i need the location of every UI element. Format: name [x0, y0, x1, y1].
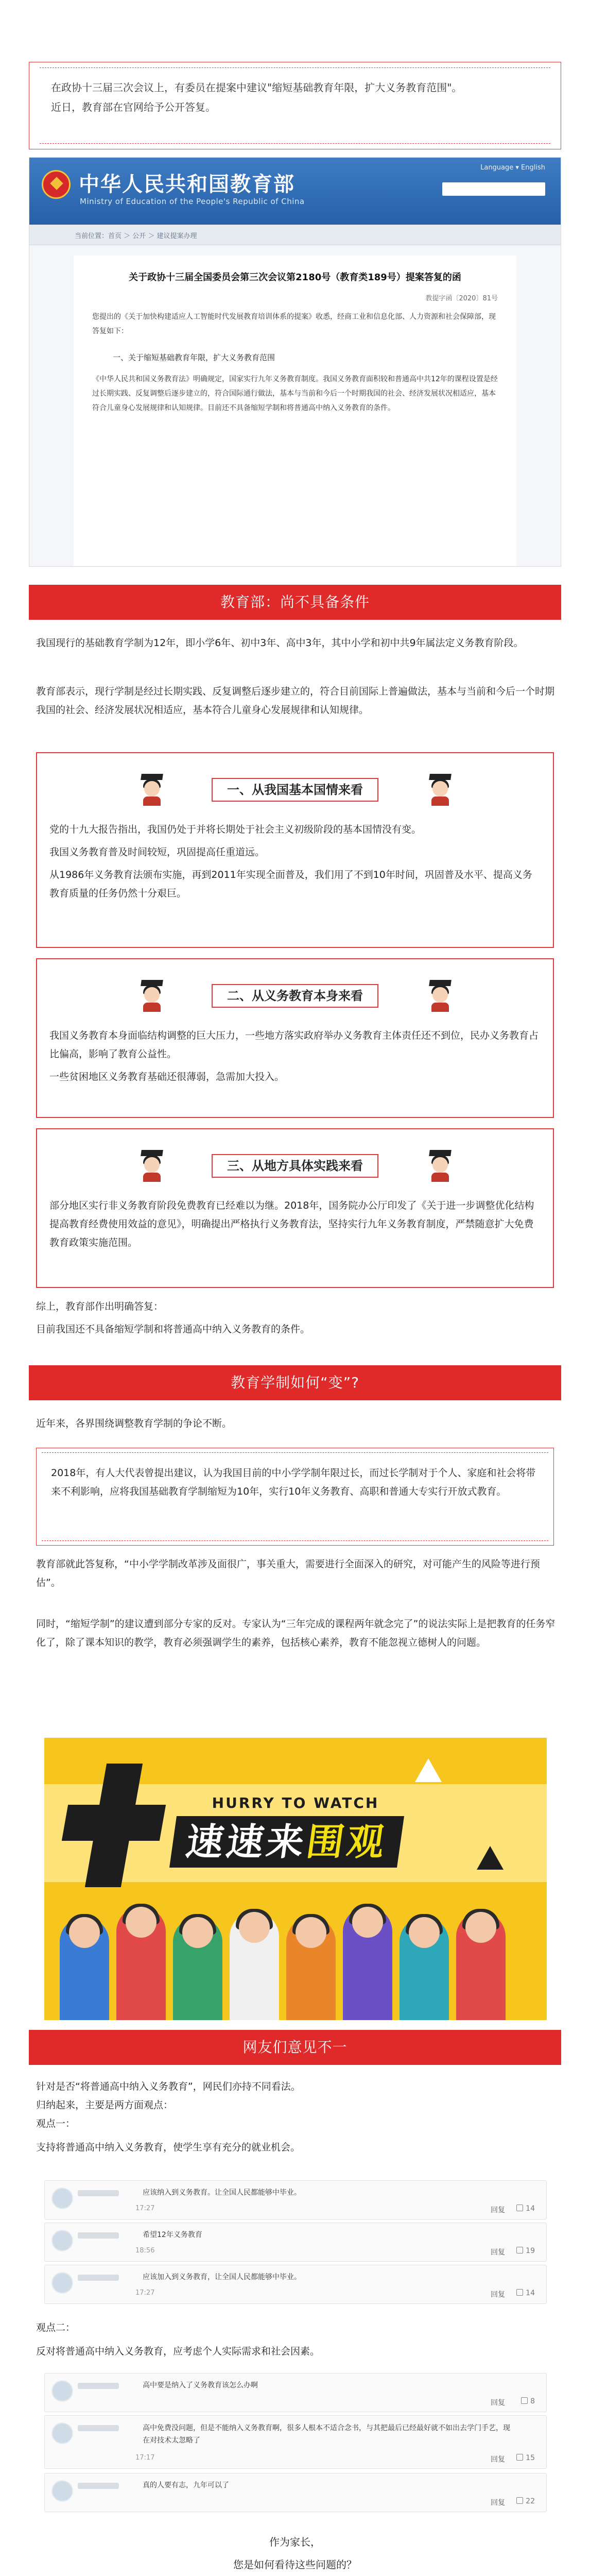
student-girl-icon	[140, 1150, 164, 1182]
hurry-to-watch-banner-image	[44, 1738, 547, 2020]
section-banner: 教育部：尚不具备条件	[29, 585, 561, 620]
person-illustration	[173, 1917, 222, 2020]
paragraph: 我国现行的基础教育学制为12年，即小学6年、初中3年、高中3年，其中小学和初中共9年属法定义务教育阶段。	[36, 637, 524, 649]
promo-title	[169, 1816, 404, 1868]
section-box-text	[49, 1196, 541, 1252]
like-count: 14	[526, 2205, 535, 2213]
comment-text: 高中免费没问题，但是不能纳入义务教育啊，很多人根本不适合念书，与其把最后已经最好就不如出去学门手艺，现在对技术太忽略了	[143, 2424, 510, 2445]
username-blurred	[78, 2275, 119, 2281]
doc-paragraph: 《中华人民共和国义务教育法》明确规定，国家实行九年义务教育制度。我国义务教育面积较和普通高中共12年的课程设置是经过长期实践、反复调整后逐步建立的，符合国际通行做法，基本与当前和今后一个时期我国的社会、经济发展状况相适应，基本符合儿童身心发展规律和认知规律。目前还不具备缩短学制和将普通高中纳入义务教育的条件。	[92, 375, 498, 412]
reply-button[interactable]: 回复	[491, 2499, 505, 2507]
doc-number: 教提字函〔2020〕81号	[425, 295, 498, 302]
thumbs-up-icon	[516, 2289, 523, 2296]
viewpoint-label: 观点一：	[36, 2118, 76, 2129]
intro-box	[29, 62, 561, 149]
avatar	[52, 2481, 73, 2501]
paragraph: 从1986年义务教育法颁布实施，再到2011年实现全面普及，我们用了不到10年时间，巩固普及水平、提高义务教育质量的任务仍然十分艰巨。	[49, 869, 532, 899]
section-box-label: 三、从地方具体实践来看	[212, 1154, 378, 1178]
section-box-label: 二、从义务教育本身来看	[212, 984, 378, 1008]
comment-card	[44, 2373, 547, 2412]
student-girl-icon	[140, 774, 164, 806]
person-illustration	[116, 1907, 166, 2020]
triangle-decoration	[477, 1846, 504, 1870]
paragraph: 部分地区实行非义务教育阶段免费教育已经难以为继。2018年，国务院办公厅印发了《关于进一步调整优化结构提高教育经费使用效益的意见》，明确提出严格执行义务教育法，坚持实行九年义务教育制度，严禁随意扩大免费教育政策实施范围。	[49, 1200, 534, 1248]
national-emblem-icon	[42, 170, 71, 199]
intro-line: 近日，教育部在官网给予公开答复。	[51, 101, 216, 113]
doc-paragraph: 您提出的《关于加快构建适应人工智能时代发展教育培训体系的提案》收悉，经商工业和信息化部、人力资源和社会保障部，现答复如下：	[92, 313, 496, 335]
closing-line: 您是如何看待这些问题的？	[233, 2558, 357, 2571]
hurry-to-watch-text: HURRY TO WATCH	[212, 1794, 379, 1811]
comment-card	[44, 2180, 547, 2219]
doc-heading: 关于政协十三届全国委员会第三次会议第2180号（教育类189号）提案答复的函	[129, 272, 461, 283]
doc-site-title: 中华人民共和国教育部	[79, 172, 295, 196]
section-banner: 教育学制如何“变”?	[29, 1365, 561, 1400]
paragraph: 综上，教育部作出明确答复：	[36, 1301, 164, 1312]
like-count: 22	[526, 2497, 535, 2505]
like-count: 19	[526, 2247, 535, 2255]
paragraph: 我国义务教育普及时间较短，巩固提高任重道远。	[49, 846, 265, 858]
avatar	[52, 2273, 73, 2293]
conclusion	[36, 1297, 556, 1338]
username-blurred	[78, 2190, 119, 2196]
section-text	[36, 1414, 556, 1433]
section-box-text	[49, 820, 541, 903]
like-button[interactable]	[516, 2497, 535, 2505]
thumbs-up-icon	[516, 2205, 523, 2211]
intro-line: 在政协十三届三次会议上，有委员在提案中建议"缩短基础教育年限，扩大义务教育范围"。	[51, 81, 462, 94]
username-blurred	[78, 2232, 119, 2239]
section-text	[36, 2077, 556, 2157]
person-illustration	[343, 1907, 392, 2020]
comment-text: 应该纳入到义务教育。让全国人民都能够中毕业。	[143, 2189, 301, 2197]
comment-card	[44, 2223, 547, 2262]
like-count: 14	[526, 2289, 535, 2297]
section-box-header	[37, 980, 553, 1011]
paragraph: 目前我国还不具备缩短学制和将普通高中纳入义务教育的条件。	[36, 1324, 310, 1335]
promo-title-part: 速速来	[183, 1820, 310, 1863]
comment-card	[44, 2415, 547, 2469]
section-box-local-practice	[36, 1128, 554, 1288]
doc-search-box	[442, 182, 545, 196]
student-girl-icon	[140, 980, 164, 1012]
paragraph: 教育部就此答复称，“中小学学制改革涉及面很广，事关重大，需要进行全面深入的研究，对可能产生的风险等进行预估”。	[36, 1558, 540, 1588]
username-blurred	[78, 2425, 119, 2431]
section-banner: 网友们意见不一	[29, 2030, 561, 2065]
comment-time: 17:27	[135, 2205, 155, 2212]
thumbs-up-icon	[516, 2454, 523, 2461]
comment-text: 应该加入到义务教育，让全国人民都能够中毕业。	[143, 2273, 301, 2281]
paragraph: 一些贫困地区义务教育基础还很薄弱，急需加大投入。	[49, 1071, 285, 1082]
section-box-label: 一、从我国基本国情来看	[212, 778, 378, 802]
comment-card	[44, 2265, 547, 2304]
section-text	[36, 1555, 556, 1652]
student-girl-icon	[428, 774, 452, 806]
comment-card	[44, 2473, 547, 2512]
dashed-divider	[42, 1540, 548, 1541]
paragraph: 反对将普通高中纳入义务教育，应考虑个人实际需求和社会因素。	[36, 2346, 320, 2357]
paragraph: 党的十九大报告指出，我国仍处于并将长期处于社会主义初级阶段的基本国情没有变。	[49, 824, 422, 835]
paragraph: 近年来，各界围绕调整教育学制的争论不断。	[36, 1418, 232, 1429]
thumbs-up-icon	[516, 2247, 523, 2253]
ministry-document-screenshot	[29, 157, 561, 567]
doc-body	[74, 256, 516, 566]
comment-text: 高中要是纳入了义务教育该怎么办啊	[143, 2381, 258, 2389]
avatar	[52, 2423, 73, 2444]
section-box-text	[49, 1026, 541, 1086]
section-text	[36, 2318, 556, 2361]
avatar	[52, 2381, 73, 2401]
student-girl-icon	[428, 980, 452, 1012]
doc-section-title: 一、关于缩短基础教育年限，扩大义务教育范围	[113, 353, 275, 362]
comment-text: 希望12年义务教育	[143, 2231, 202, 2239]
closing-line: 作为家长，	[269, 2536, 321, 2548]
reply-button[interactable]: 回复	[491, 2248, 505, 2257]
section-box-header	[37, 1150, 553, 1181]
dashed-divider	[40, 67, 550, 68]
section-box-compulsory-education	[36, 958, 554, 1118]
person-illustration	[60, 1917, 109, 2020]
doc-header	[29, 158, 561, 225]
username-blurred	[78, 2483, 119, 2489]
paragraph: 支持将普通高中纳入义务教育，使学生享有充分的就业机会。	[36, 2142, 301, 2153]
doc-site-subtitle: Ministry of Education of the People's Republic of China	[80, 197, 305, 206]
section-box-header	[37, 774, 553, 805]
section-text	[36, 634, 556, 719]
paragraph: 教育部表示，现行学制是经过长期实践、反复调整后逐步建立的，符合目前国际上普遍做法，基本与当前和今后一个时期我国的社会、经济发展状况相适应，基本符合儿童身心发展规律和认知规律。	[36, 686, 555, 716]
triangle-decoration	[415, 1758, 442, 1782]
reply-button[interactable]: 回复	[491, 2455, 505, 2464]
like-button[interactable]	[516, 2289, 535, 2297]
student-girl-icon	[428, 1150, 452, 1182]
paragraph: 归纳起来，主要是两方面观点：	[36, 2099, 173, 2111]
paragraph: 针对是否“将普通高中纳入义务教育”，网民们亦持不同看法。	[36, 2081, 301, 2092]
like-button[interactable]	[521, 2397, 535, 2405]
thumbs-up-icon	[516, 2497, 523, 2504]
viewpoint-label: 观点二：	[36, 2322, 76, 2333]
comment-text: 真的人要有志，九年可以了	[143, 2481, 229, 2489]
paragraph: 我国义务教育本身面临结构调整的巨大压力，一些地方落实政府举办义务教育主体责任还不到位，民办义务教育占比偏高，影响了教育公益性。	[49, 1030, 539, 1060]
plus-shape	[62, 1805, 166, 1841]
like-button[interactable]	[516, 2247, 535, 2255]
promo-title-highlight: 围观	[304, 1820, 390, 1863]
reply-button[interactable]: 回复	[491, 2399, 505, 2407]
paragraph: 2018年，有人大代表曾提出建议，认为我国目前的中小学学制年限过长，而过长学制对于个人、家庭和社会将带来不利影响，应将我国基础教育学制缩短为10年，实行10年义务教育、高职和普通大专实行开放式教育。	[51, 1467, 536, 1497]
like-count: 15	[526, 2454, 535, 2462]
paragraph: 同时，“缩短学制”的建议遭到部分专家的反对。专家认为“三年完成的课程两年就念完了”的说法实际上是把教育的任务窄化了，除了课本知识的教学，教育必须强调学生的素养，包括核心素养，教育不能忽视立德树人的问题。	[36, 1618, 556, 1648]
comment-time: 18:56	[135, 2247, 155, 2255]
person-illustration	[286, 1917, 336, 2020]
quote-box	[36, 1448, 554, 1546]
dashed-divider	[42, 1452, 548, 1453]
avatar	[52, 2230, 73, 2251]
person-illustration	[456, 1912, 506, 2020]
like-button[interactable]	[516, 2454, 535, 2462]
dashed-divider	[40, 143, 550, 144]
avatar	[52, 2188, 73, 2209]
comment-time: 17:17	[135, 2454, 155, 2462]
section-box-national-conditions	[36, 752, 554, 948]
doc-language-links: Language ▾ English	[480, 164, 545, 172]
reply-button[interactable]: 回复	[491, 2206, 505, 2214]
username-blurred	[78, 2383, 119, 2389]
person-illustration	[230, 1912, 279, 2020]
like-button[interactable]	[516, 2205, 535, 2213]
reply-button[interactable]: 回复	[491, 2291, 505, 2299]
like-count: 8	[530, 2397, 535, 2405]
comment-time: 17:27	[135, 2289, 155, 2297]
thumbs-up-icon	[521, 2397, 528, 2404]
doc-breadcrumb: 当前位置：首页 ＞ 公开 ＞ 建议提案办理	[29, 225, 561, 245]
person-illustration	[400, 1917, 449, 2020]
